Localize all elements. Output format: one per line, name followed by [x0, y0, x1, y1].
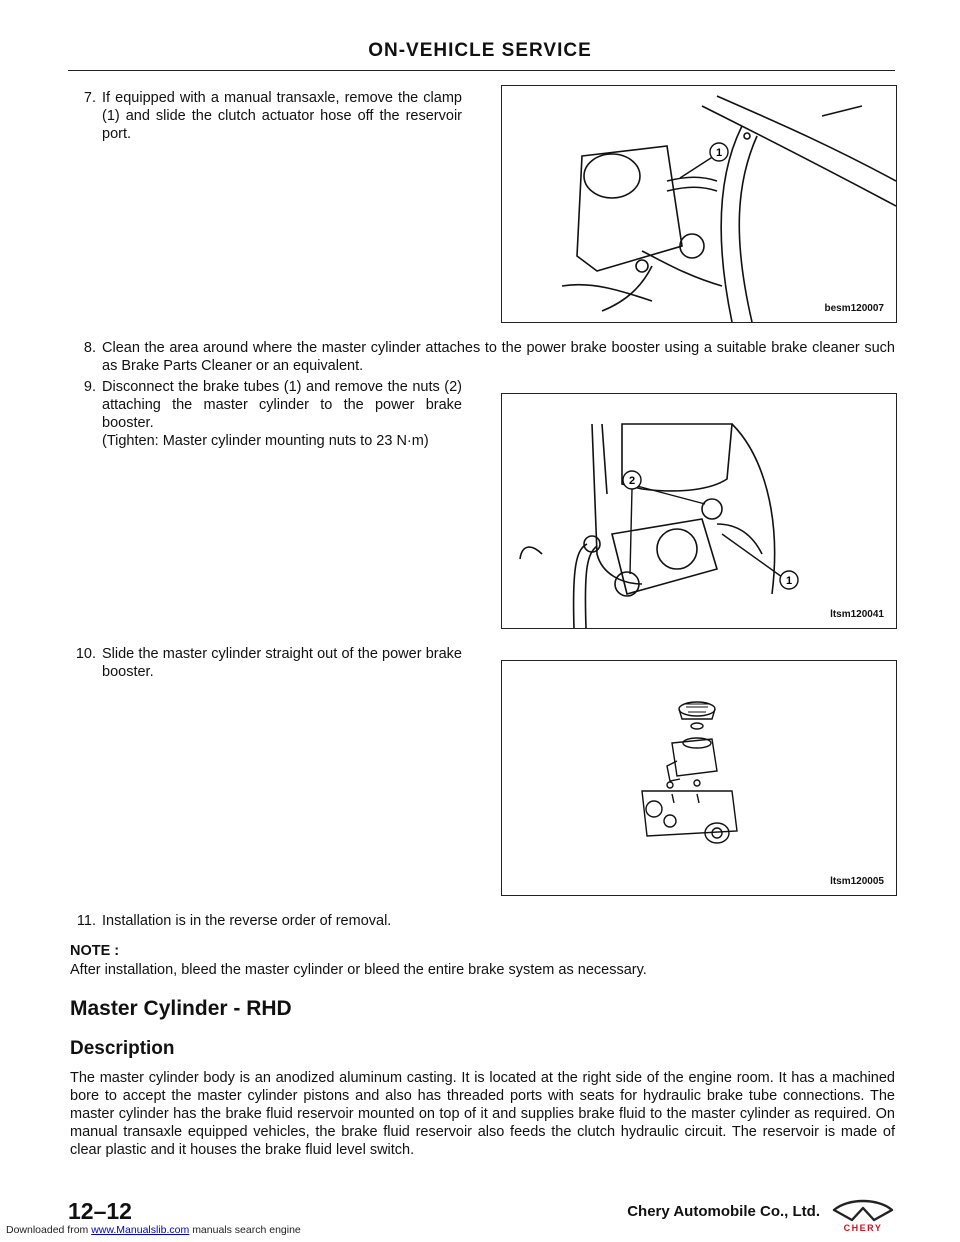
download-prefix: Downloaded from	[6, 1224, 89, 1236]
step-text: Installation is in the reverse order of removal.	[102, 913, 392, 929]
master-cylinder-exploded-illustration	[502, 661, 896, 895]
step-text: Slide the master cylinder straight out of the power brake booster.	[102, 646, 462, 680]
figure-id: besm120007	[824, 303, 884, 314]
note-text: After installation, bleed the master cylinder or bleed the entire brake system as necessary.	[70, 962, 647, 978]
step-9	[70, 378, 462, 458]
download-suffix: manuals search engine	[192, 1224, 301, 1236]
step-text: Clean the area around where the master cylinder attaches to the power brake booster using a suitable brake cleaner such as Brake Parts Cleaner or an equivalent.	[102, 340, 895, 374]
page-header-title: ON-VEHICLE SERVICE	[368, 40, 592, 61]
figure-reservoir-clamp	[501, 85, 897, 323]
page-number: 12–12	[68, 1198, 132, 1224]
header-divider	[68, 70, 895, 71]
step-number: 7.	[83, 90, 96, 106]
reservoir-clamp-illustration	[502, 86, 896, 322]
manualslib-link[interactable]: www.Manualslib.com	[91, 1224, 190, 1236]
step-number: 11.	[76, 913, 96, 929]
step-number: 10.	[75, 646, 96, 662]
logo-text: CHERY	[843, 1223, 883, 1233]
description-paragraph: The master cylinder body is an anodized aluminum casting. It is located at the right side of the engine room. It has a machined bore to accept the master cylinder pistons and also has threaded ports with seats for hydraulic brake tube connections. The master cylinder has the brake fluid reservoir mounted on top of it and supplies brake fluid to the master cylinder as required. On manual transaxle equipped vehicles, the brake fluid reservoir also feeds the clutch hydraulic circuit. The reservoir is made of clear plastic and it houses the brake fluid level switch.	[70, 1070, 895, 1158]
callout-2: 2	[628, 475, 636, 487]
brake-tubes-nuts-illustration	[502, 394, 896, 628]
step-number: 8.	[83, 340, 96, 356]
tighten-spec: (Tighten: Master cylinder mounting nuts to 23 N·m)	[102, 433, 429, 449]
step-10	[70, 645, 462, 685]
section-title: Master Cylinder - RHD	[70, 997, 292, 1020]
callout-1: 1	[715, 147, 723, 159]
step-11	[70, 912, 895, 932]
step-text: Disconnect the brake tubes (1) and remove the nuts (2) attaching the master cylinder to the power brake booster.	[102, 379, 462, 431]
section-subtitle: Description	[70, 1038, 175, 1059]
download-line	[6, 1224, 301, 1236]
step-text: If equipped with a manual transaxle, remove the clamp (1) and slide the clutch actuator hose off the reservoir port.	[102, 90, 462, 142]
figure-id: ltsm120005	[830, 876, 884, 887]
chery-logo	[830, 1196, 896, 1234]
step-7	[70, 89, 462, 149]
step-8	[70, 339, 895, 379]
callout-1: 1	[785, 575, 793, 587]
figure-id: ltsm120041	[830, 609, 884, 620]
company-name: Chery Automobile Co., Ltd.	[627, 1203, 820, 1220]
note-label: NOTE :	[70, 943, 120, 959]
figure-master-cylinder-exploded	[501, 660, 897, 896]
figure-brake-tubes-nuts	[501, 393, 897, 629]
step-number: 9.	[83, 379, 96, 395]
chery-logo-icon	[830, 1196, 896, 1234]
